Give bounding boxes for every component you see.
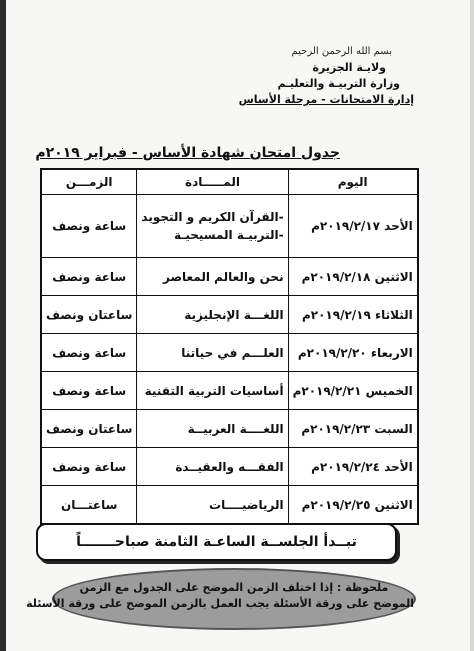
time-cell: ساعتـــان — [41, 486, 137, 525]
session-start-banner: تبــدأ الجلســة الساعـة الثامنة صباحـــــــاً — [36, 523, 397, 561]
scan-edge-light — [470, 0, 474, 651]
day-cell: الأحد ٢٠١٩/٢/٢٤م — [288, 448, 418, 486]
table-row — [41, 296, 418, 334]
note-box — [26, 568, 416, 630]
table-row — [41, 486, 418, 525]
subject-cell: الرياضيــــات — [137, 486, 288, 525]
note-line: الموضح على ورقة الأسئلة يجب العمل بالزمن الموضح على ورقة الأسئلة — [26, 597, 414, 610]
letterhead — [194, 46, 414, 108]
table-row — [41, 258, 418, 296]
subject-cell: الفقـــه والعقيــدة — [137, 448, 288, 486]
subject-line: -التربيـة المسيحيـة — [173, 228, 284, 242]
day-cell: الثلاثاء ٢٠١٩/٢/١٩م — [288, 296, 418, 334]
day-cell: الاربعاء ٢٠١٩/٢/٢٠م — [288, 334, 418, 372]
subject-cell: نحن والعالم المعاصر — [137, 258, 288, 296]
time-cell: ساعة ونصف — [41, 258, 137, 296]
time-cell: ساعة ونصف — [41, 195, 137, 258]
subject-cell: اللغــــة العربيــة — [137, 410, 288, 448]
table-header-row — [41, 169, 418, 195]
exam-schedule-table — [40, 168, 419, 525]
note-line: ملحوظة : إذا اختلف الزمن الموضح على الجدول مع الزمن — [79, 581, 389, 594]
table-row — [41, 195, 418, 258]
day-cell: الخميس ٢٠١٩/٢/٢١م — [288, 372, 418, 410]
subject-cell: اللغـــة الإنجليزية — [137, 296, 288, 334]
state-name: ولايـة الجزيرة — [312, 61, 386, 74]
day-cell: السبت ٢٠١٩/٢/٢٣م — [288, 410, 418, 448]
day-cell: الأحد ٢٠١٩/٢/١٧م — [288, 195, 418, 258]
scan-edge-shadow — [0, 0, 6, 651]
subject-cell: العلـــم في حياتنا — [137, 334, 288, 372]
time-cell: ساعتان ونصف — [41, 296, 137, 334]
schedule-title: جدول امتحان شهادة الأساس - فبراير ٢٠١٩م — [35, 145, 340, 161]
table-row — [41, 372, 418, 410]
subject-cell: أساسيات التربية التقنية — [137, 372, 288, 410]
time-cell: ساعة ونصف — [41, 372, 137, 410]
table-row — [41, 334, 418, 372]
day-cell: الاثنين ٢٠١٩/٢/١٨م — [288, 258, 418, 296]
ministry-name: وزارة التربيـة والتعليـم — [277, 77, 400, 90]
subject-line: -القرآن الكريم و التجويد — [141, 210, 284, 224]
time-cell: ساعة ونصف — [41, 448, 137, 486]
department-name: إدارة الامتحانات - مرحلة الأساس — [238, 93, 414, 106]
subject-cell — [137, 195, 288, 258]
day-cell: الاثنين ٢٠١٩/٢/٢٥م — [288, 486, 418, 525]
header-day: اليوم — [288, 169, 418, 195]
header-time: الزمـــن — [41, 169, 137, 195]
time-cell: ساعتان ونصف — [41, 410, 137, 448]
table-row — [41, 410, 418, 448]
table-row — [41, 448, 418, 486]
header-subject: المـــــادة — [137, 169, 288, 195]
basmala-text: بسم الله الرحمن الرحيم — [291, 46, 392, 57]
time-cell: ساعة ونصف — [41, 334, 137, 372]
